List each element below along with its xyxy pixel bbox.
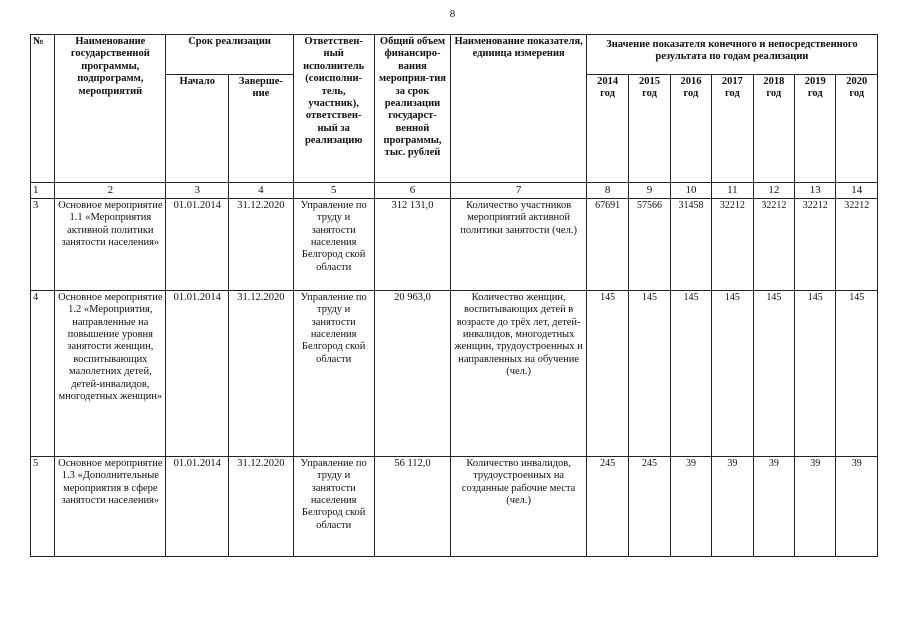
table-row xyxy=(31,290,878,456)
row-volume: 20 963,0 xyxy=(374,290,451,456)
row-value: 145 xyxy=(670,290,711,456)
header-year-2014: 2014 год xyxy=(586,75,628,183)
row-value: 145 xyxy=(586,290,628,456)
column-number: 3 xyxy=(166,183,229,199)
header-values-group: Значение показателя конечного и непосредственного результата по годам реализации xyxy=(586,35,877,75)
row-value: 245 xyxy=(586,456,628,556)
row-value: 145 xyxy=(795,290,836,456)
row-volume: 56 112,0 xyxy=(374,456,451,556)
column-number: 12 xyxy=(753,183,794,199)
header-period: Срок реализации xyxy=(166,35,293,75)
row-value: 31458 xyxy=(670,198,711,290)
column-number: 11 xyxy=(712,183,753,199)
row-value: 245 xyxy=(629,456,670,556)
row-number: 3 xyxy=(31,198,55,290)
row-value: 145 xyxy=(629,290,670,456)
column-number: 5 xyxy=(293,183,374,199)
row-volume: 312 131,0 xyxy=(374,198,451,290)
row-name: Основное мероприятие 1.2 «Мероприятия, направленные на повышение уровня занятости женщин, воспитывающих малолетних детей, детей-инвалидов, многодетных женщин» xyxy=(55,290,166,456)
row-value: 32212 xyxy=(795,198,836,290)
page-number: 8 xyxy=(449,8,456,20)
row-value: 57566 xyxy=(629,198,670,290)
column-number: 1 xyxy=(31,183,55,199)
header-year-2016: 2016 год xyxy=(670,75,711,183)
row-value: 32212 xyxy=(836,198,878,290)
row-name: Основное мероприятие 1.1 «Мероприятия активной политики занятости населения» xyxy=(55,198,166,290)
row-end: 31.12.2020 xyxy=(229,456,294,556)
row-value: 145 xyxy=(836,290,878,456)
row-indicator: Количество участников мероприятий активной политики занятости (чел.) xyxy=(451,198,586,290)
row-value: 39 xyxy=(795,456,836,556)
program-table xyxy=(30,34,878,557)
row-value: 39 xyxy=(836,456,878,556)
header-no: № xyxy=(31,35,55,183)
row-start: 01.01.2014 xyxy=(166,290,229,456)
column-number: 4 xyxy=(229,183,294,199)
column-number: 13 xyxy=(795,183,836,199)
header-year-2018: 2018 год xyxy=(753,75,794,183)
row-responsible: Управление по труду и занятости населения Белгород ской области xyxy=(293,456,374,556)
row-value: 39 xyxy=(670,456,711,556)
header-end: Заверше-ние xyxy=(229,75,294,183)
row-indicator: Количество инвалидов, трудоустроенных на созданные рабочие места (чел.) xyxy=(451,456,586,556)
row-value: 32212 xyxy=(712,198,753,290)
header-year-2017: 2017 год xyxy=(712,75,753,183)
column-number: 7 xyxy=(451,183,586,199)
row-start: 01.01.2014 xyxy=(166,456,229,556)
row-indicator: Количество женщин, воспитывающих детей в возрасте до трёх лет, детей-инвалидов, многодетных женщин, трудоустроенных и направленных на обучение (чел.) xyxy=(451,290,586,456)
column-number: 9 xyxy=(629,183,670,199)
column-number: 14 xyxy=(836,183,878,199)
header-year-2015: 2015 год xyxy=(629,75,670,183)
header-year-2019: 2019 год xyxy=(795,75,836,183)
header-volume: Общий объем финансиро-вания мероприя-тия за срок реализации государст-венной программы, тыс. рублей xyxy=(374,35,451,183)
header-name: Наименование государственной программы, подпрограмм, мероприятий xyxy=(55,35,166,183)
row-value: 67691 xyxy=(586,198,628,290)
row-responsible: Управление по труду и занятости населения Белгород ской области xyxy=(293,198,374,290)
row-value: 39 xyxy=(753,456,794,556)
row-name: Основное мероприятие 1.3 «Дополнительные мероприятия в сфере занятости населения» xyxy=(55,456,166,556)
row-value: 145 xyxy=(753,290,794,456)
row-start: 01.01.2014 xyxy=(166,198,229,290)
table-row xyxy=(31,456,878,556)
row-value: 39 xyxy=(712,456,753,556)
column-number: 10 xyxy=(670,183,711,199)
row-end: 31.12.2020 xyxy=(229,290,294,456)
header-start: Начало xyxy=(166,75,229,183)
column-number: 2 xyxy=(55,183,166,199)
row-value: 32212 xyxy=(753,198,794,290)
table-row xyxy=(31,198,878,290)
column-number-row xyxy=(31,183,878,199)
column-number: 6 xyxy=(374,183,451,199)
header-responsible: Ответствен-ный исполнитель (соисполни-тель, участник), ответствен-ный за реализацию xyxy=(293,35,374,183)
header-row-1 xyxy=(31,35,878,75)
column-number: 8 xyxy=(586,183,628,199)
row-end: 31.12.2020 xyxy=(229,198,294,290)
row-number: 4 xyxy=(31,290,55,456)
row-number: 5 xyxy=(31,456,55,556)
row-value: 145 xyxy=(712,290,753,456)
row-responsible: Управление по труду и занятости населения Белгород ской области xyxy=(293,290,374,456)
header-indicator: Наименование показателя, единица измерения xyxy=(451,35,586,183)
header-year-2020: 2020 год xyxy=(836,75,878,183)
